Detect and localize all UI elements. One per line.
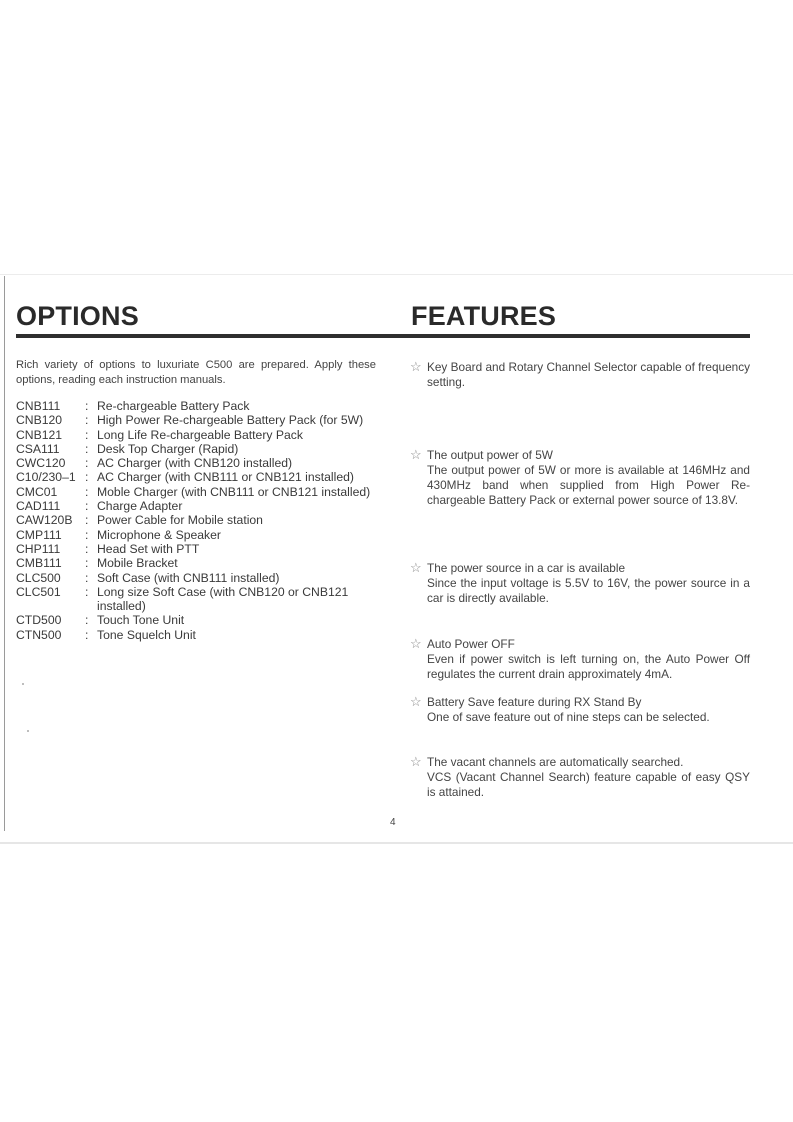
option-separator: : [85,441,89,456]
options-intro: Rich variety of options to luxuriate C500 are prepared. Apply these options, reading each instruction manuals. [16,359,376,386]
option-description: Charge Adapter [97,499,183,514]
page-edge-bottom [0,842,793,844]
option-separator: : [85,556,89,571]
option-description: AC Charger (with CNB111 or CNB121 installed) [97,470,354,485]
option-code: CNB121 [16,427,63,442]
option-item [16,628,376,642]
option-separator: : [85,484,89,499]
option-description: Touch Tone Unit [97,613,185,628]
option-item [16,428,376,442]
option-description: High Power Re-chargeable Battery Pack (for 5W) [97,413,364,428]
star-icon: ☆ [410,560,422,575]
option-code: CAD111 [16,499,61,514]
option-code: CHP111 [16,541,61,556]
option-item [16,413,376,427]
feature-body: Even if power switch is left turning on, the Auto Power Off regulates the current drain approximately 4mA. [427,652,750,681]
option-description: Power Cable for Mobile station [97,513,263,528]
option-code: CMC01 [16,484,58,499]
option-separator: : [85,613,89,628]
option-description: Tone Squelch Unit [97,627,196,642]
feature-title: The vacant channels are automatically searched. [427,755,684,769]
features-heading: FEATURES [411,301,557,331]
option-description: Desk Top Charger (Rapid) [97,441,239,456]
option-separator: : [85,427,89,442]
feature-body: VCS (Vacant Channel Search) feature capable of easy QSY is attained. [427,770,750,799]
option-description: Head Set with PTT [97,541,200,556]
option-description: Long Life Re-chargeable Battery Pack [97,427,303,442]
option-item [16,456,376,470]
option-description: Moble Charger (with CNB111 or CNB121 installed) [97,484,371,499]
feature-item [410,755,750,800]
feature-title: The output power of 5W [427,448,553,462]
option-item [16,499,376,513]
option-item [16,571,376,585]
option-item [16,613,376,627]
option-code: CTN500 [16,627,62,642]
star-icon: ☆ [410,754,422,769]
option-code: CMP111 [16,527,62,542]
option-separator: : [85,527,89,542]
option-description: AC Charger (with CNB120 installed) [97,456,293,471]
feature-item [410,561,750,606]
option-separator: : [85,627,89,642]
option-code: CNB120 [16,413,63,428]
option-separator: : [85,470,89,485]
option-separator: : [85,513,89,528]
option-code: CAW120B [16,513,73,528]
option-code: CNB111 [16,399,61,413]
option-code: CLC501 [16,584,61,599]
feature-item [410,695,750,725]
option-description: Long size Soft Case (with CNB120 or CNB121 installed) [97,584,349,614]
scan-speck [22,683,24,685]
page-edge-top [0,274,793,275]
feature-item [410,448,750,508]
option-description: Soft Case (with CNB111 installed) [97,570,280,585]
option-item [16,442,376,456]
binding-edge-line [4,276,5,831]
option-item [16,399,376,413]
option-item [16,585,376,614]
option-description: Re-chargeable Battery Pack [97,399,250,413]
option-separator: : [85,413,89,428]
option-item [16,542,376,556]
option-item [16,513,376,527]
option-code: CTD500 [16,613,62,628]
option-item [16,556,376,570]
feature-item [410,637,750,682]
options-heading: OPTIONS [16,301,139,331]
option-separator: : [85,541,89,556]
option-code: CMB111 [16,556,62,571]
option-item [16,470,376,484]
options-list [16,399,376,642]
feature-title: Key Board and Rotary Channel Selector capable of frequency setting. [427,360,750,389]
feature-title: Battery Save feature during RX Stand By [427,695,642,709]
heading-rule [16,334,750,338]
option-code: CSA111 [16,441,60,456]
option-separator: : [85,499,89,514]
option-code: CWC120 [16,456,66,471]
feature-body: The output power of 5W or more is available at 146MHz and 430MHz band when supplied from High Power Re-chargeable Battery Pack or external power source of 13.8V. [427,463,750,507]
option-separator: : [85,570,89,585]
option-description: Microphone & Speaker [97,527,221,542]
feature-title: Auto Power OFF [427,637,515,651]
star-icon: ☆ [410,636,422,651]
feature-item [410,360,750,390]
option-separator: : [85,584,89,599]
option-item [16,485,376,499]
option-separator: : [85,456,89,471]
feature-title: The power source in a car is available [427,561,626,575]
option-separator: : [85,399,89,413]
scan-speck [27,730,29,732]
star-icon: ☆ [410,694,422,709]
feature-body: Since the input voltage is 5.5V to 16V, the power source in a car is directly available. [427,576,750,605]
option-description: Mobile Bracket [97,556,178,571]
feature-body: One of save feature out of nine steps can be selected. [427,710,710,724]
option-code: C10/230–1 [16,470,76,485]
star-icon: ☆ [410,447,422,462]
page-number: 4 [390,817,396,828]
option-item [16,528,376,542]
star-icon: ☆ [410,359,422,374]
option-code: CLC500 [16,570,61,585]
